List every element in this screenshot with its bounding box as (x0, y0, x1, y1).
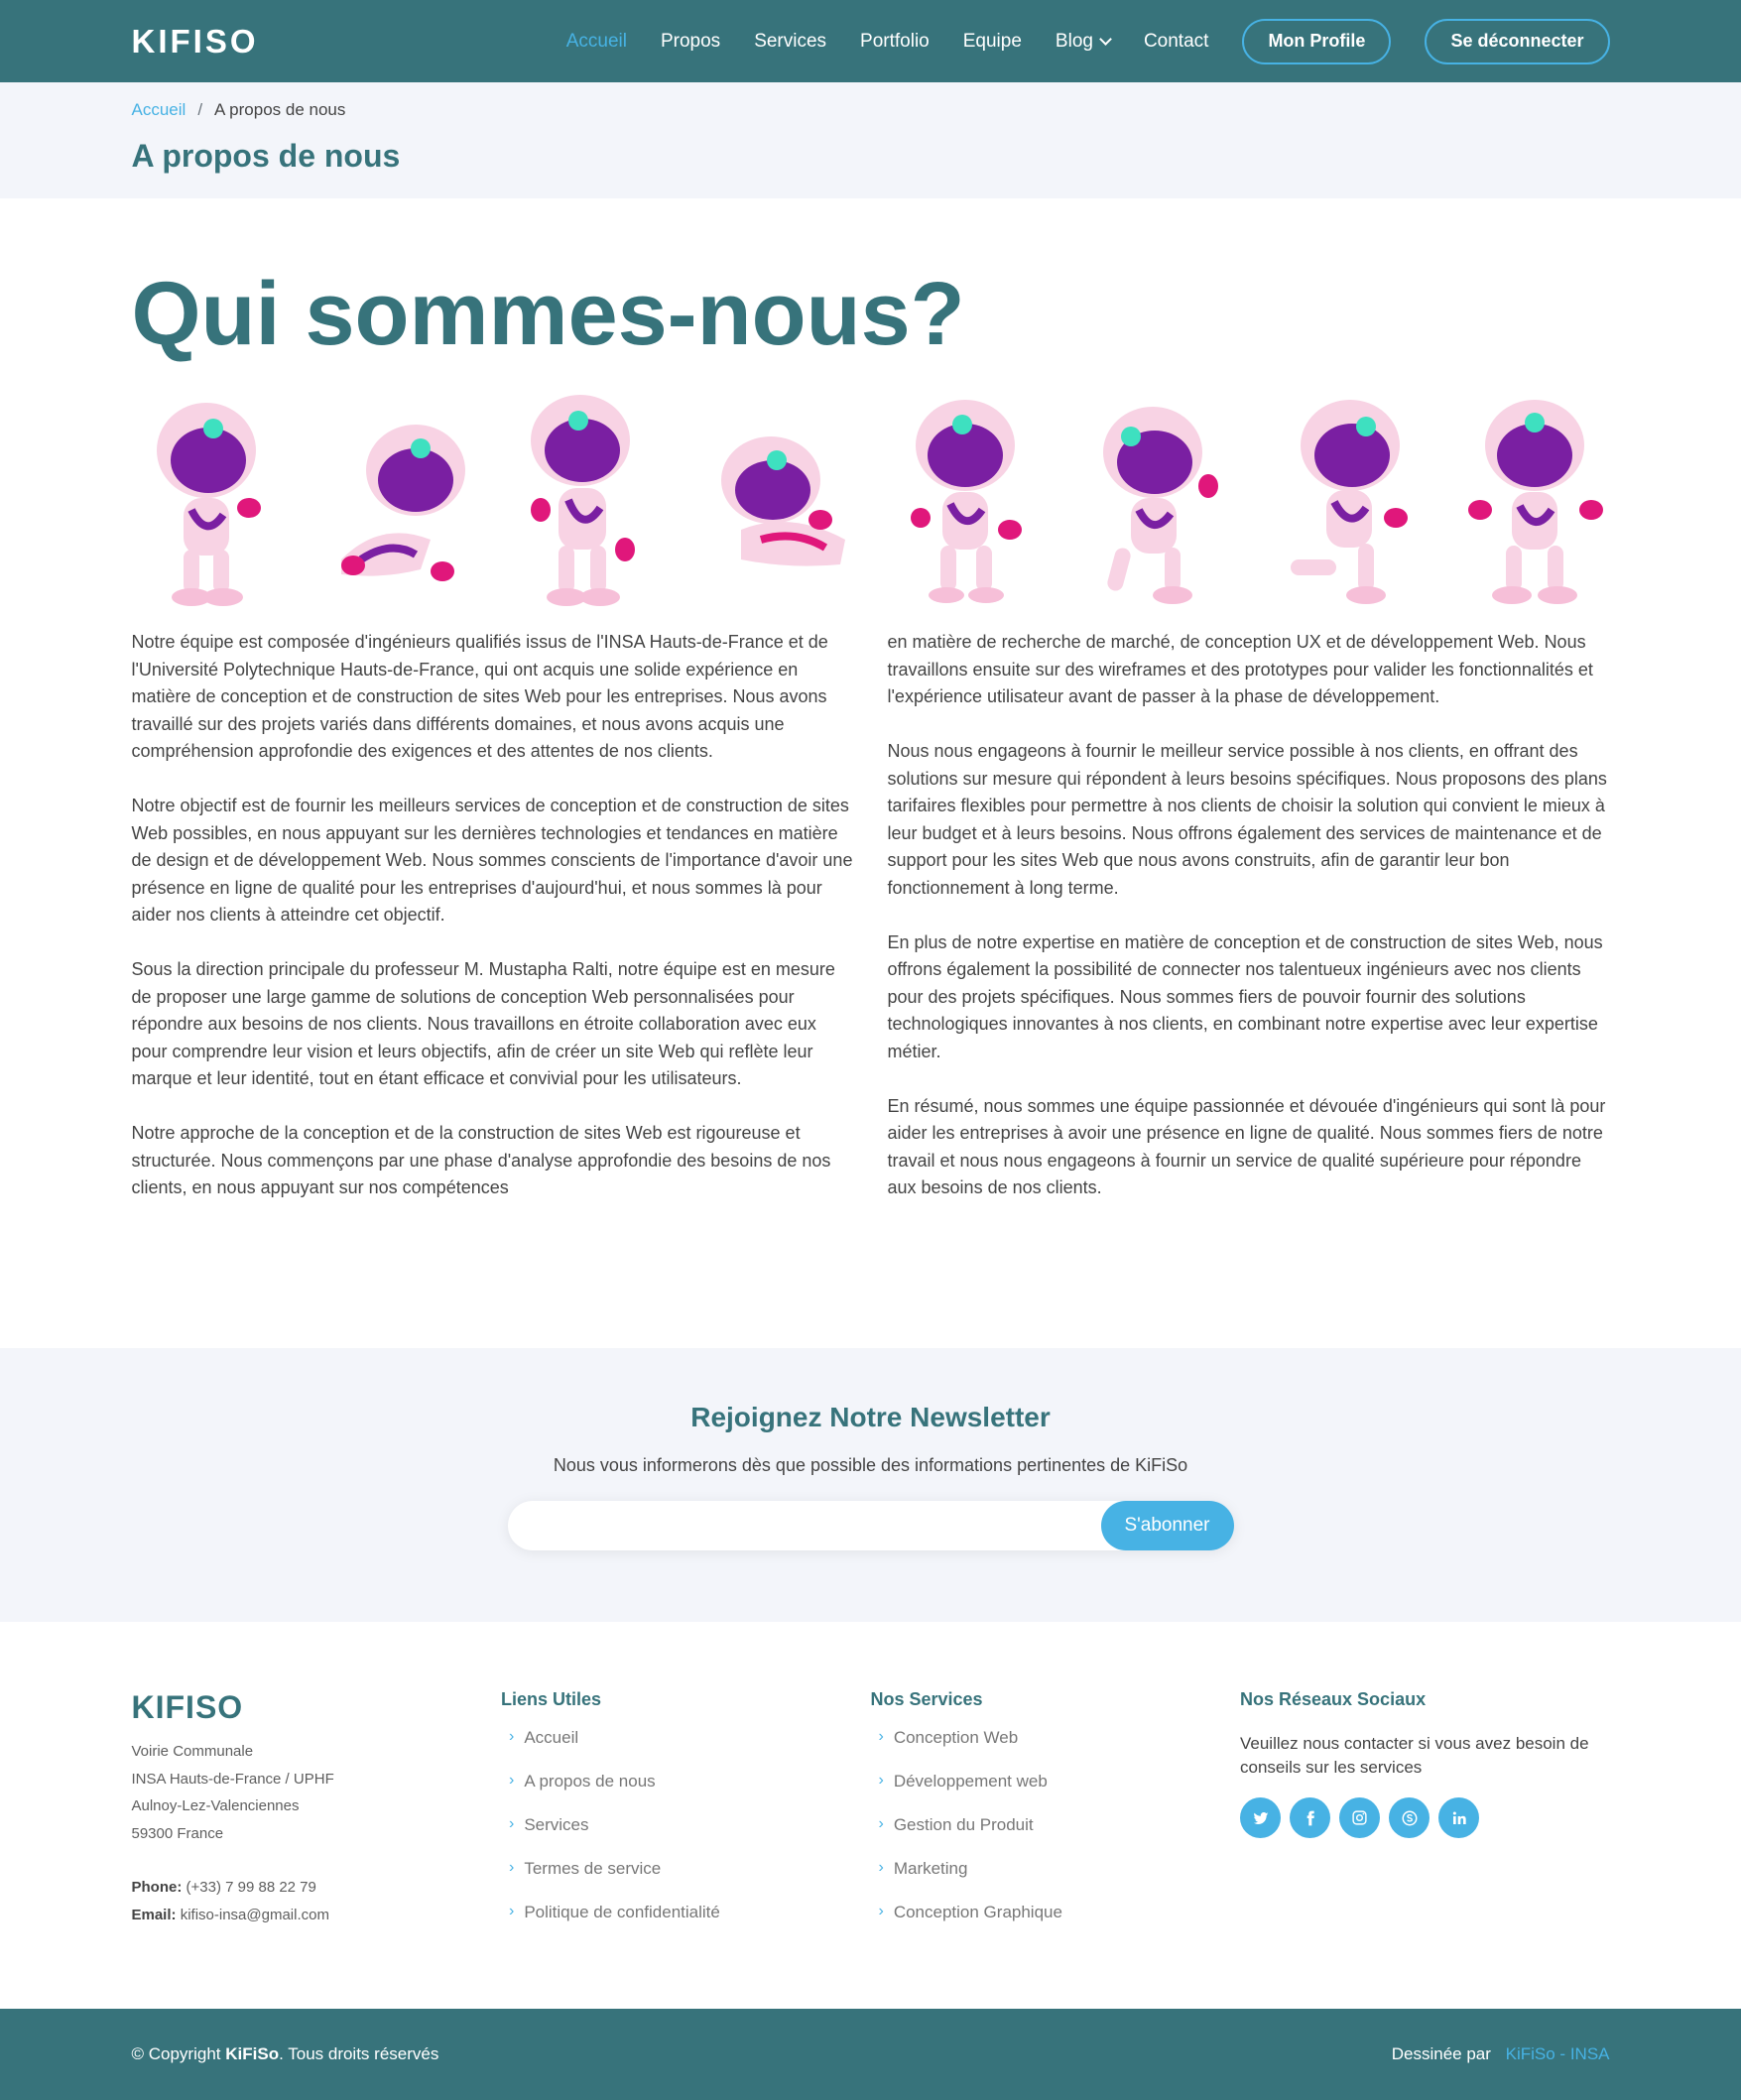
chevron-right-icon: › (878, 1728, 884, 1745)
nav-portfolio[interactable]: Portfolio (860, 30, 930, 52)
about-paragraph: Notre équipe est composée d'ingénieurs qualifiés issus de l'INSA Hauts-de-France et de l'Université Polytechnique Hauts-de-France, qui ont acquis une solide expérience en matière de conception et de construction de sites Web pour les entreprises. Nous avons travaillé sur des projets variés dans différents domaines, et nous avons acquis une compréhension approfondie des exigences et des attentes de nos clients. (131, 632, 828, 761)
chevron-down-icon (1099, 33, 1112, 46)
about-right-column (888, 629, 1610, 1229)
footer-link-label: Termes de service (524, 1859, 662, 1878)
copyright-brand: KiFiSo (225, 2044, 280, 2063)
robot-illustration (891, 391, 1040, 609)
subscribe-button[interactable]: S'abonner (1101, 1501, 1234, 1550)
nav-contact[interactable]: Contact (1143, 30, 1209, 52)
newsletter-subtitle: Nous vous informerons dès que possible des informations pertinentes de KiFiSo (553, 1455, 1188, 1475)
address-line: Aulnoy-Lez-Valenciennes (131, 1797, 300, 1814)
robot-illustration (132, 391, 281, 609)
copyright (132, 2044, 439, 2064)
about-paragraph: En plus de notre expertise en matière de conception et de construction de sites Web, nous offrons également la possibilité de connecter nos talentueux ingénieurs avec nos clients pour des projets spécifiques. Nous sommes fiers de pouvoir fournir des solutions technologiques innovantes à nos clients, en combinant notre expertise avec leur expertise métier. (887, 931, 1603, 1061)
footer-service-link[interactable] (871, 1815, 1241, 1859)
newsletter-title: Rejoignez Notre Newsletter (690, 1402, 1051, 1432)
nav-blog[interactable] (1056, 31, 1110, 53)
footer-service-label: Marketing (893, 1859, 968, 1878)
robot-illustrations (132, 381, 1610, 609)
copyright-suffix: . Tous droits réservés (279, 2044, 439, 2063)
footer-social-text: Veuillez nous contacter si vous avez besoin de conseils sur les services (1240, 1734, 1589, 1777)
chevron-right-icon: › (509, 1815, 515, 1832)
about-paragraph: En résumé, nous sommes une équipe passionnée et dévouée d'ingénieurs qui sont là pour aider les entreprises à avoir une présence en ligne de qualité. Nous sommes fiers de notre travail et nous nous engageons à fournir un service de qualité supérieure pour répondre aux besoins de nos clients. (887, 1095, 1606, 1197)
breadcrumb-separator: / (197, 100, 203, 119)
about-columns (132, 629, 1610, 1229)
footer-links-list (501, 1728, 871, 1946)
about-left-column (132, 629, 854, 1229)
footer-social-column (1240, 1689, 1610, 1946)
site-header (0, 0, 1741, 82)
breadcrumb-current: A propos de nous (214, 100, 346, 119)
skype-icon[interactable] (1389, 1797, 1430, 1838)
footer-link-label: Politique de confidentialité (524, 1903, 720, 1921)
nav-accueil[interactable]: Accueil (565, 30, 627, 52)
page-title: A propos de nous (131, 138, 401, 174)
nav-blog-label: Blog (1055, 30, 1093, 52)
footer-service-label: Développement web (893, 1772, 1048, 1791)
robot-illustration (701, 391, 850, 609)
robot-illustration (1081, 391, 1230, 609)
footer-address (132, 1738, 502, 1847)
chevron-right-icon: › (878, 1772, 884, 1789)
newsletter-section (0, 1348, 1741, 1622)
footer-link[interactable] (501, 1772, 871, 1815)
site-logo[interactable]: KIFISO (131, 22, 259, 60)
social-links (1240, 1797, 1610, 1838)
chevron-right-icon: › (878, 1903, 884, 1919)
robot-illustration (1271, 391, 1420, 609)
newsletter-email-input[interactable] (508, 1501, 1063, 1550)
nav-services[interactable]: Services (754, 30, 827, 52)
footer-email (132, 1902, 502, 1929)
footer-service-label: Conception Web (893, 1728, 1019, 1747)
footer-link[interactable] (501, 1815, 871, 1859)
logout-button[interactable]: Se déconnecter (1425, 19, 1609, 64)
footer-service-link[interactable] (871, 1728, 1241, 1772)
footer-top (0, 1622, 1741, 2009)
robot-illustration (511, 391, 660, 609)
email-value: kifiso-insa@gmail.com (180, 1907, 329, 1923)
address-line: 59300 France (131, 1824, 224, 1842)
address-line: INSA Hauts-de-France / UPHF (131, 1770, 334, 1788)
nav-propos[interactable]: Propos (660, 30, 721, 52)
about-paragraph: en matière de recherche de marché, de conception UX et de développement Web. Nous travaillons ensuite sur des wireframes et des prototypes pour valider les fonctionnalités et l'expérience utilisateur avant de passer à la phase de développement. (887, 632, 1593, 706)
footer-links-column (501, 1689, 871, 1946)
copyright-prefix: © Copyright (131, 2044, 221, 2063)
chevron-right-icon: › (878, 1815, 884, 1832)
footer-service-label: Gestion du Produit (893, 1815, 1034, 1834)
footer-service-link[interactable] (871, 1772, 1241, 1815)
address-line: Voirie Communale (131, 1743, 254, 1760)
footer-service-link[interactable] (871, 1859, 1241, 1903)
footer-service-link[interactable] (871, 1903, 1241, 1946)
footer-services-list (871, 1728, 1241, 1946)
footer-link[interactable] (501, 1859, 871, 1903)
nav-equipe[interactable]: Equipe (962, 30, 1022, 52)
footer-link[interactable] (501, 1728, 871, 1772)
credits-label: Dessinée par (1391, 2044, 1491, 2063)
footer-social-title: Nos Réseaux Sociaux (1240, 1689, 1427, 1709)
chevron-right-icon: › (509, 1903, 515, 1919)
linkedin-icon[interactable] (1438, 1797, 1479, 1838)
about-section (0, 198, 1741, 1229)
email-label: Email: (131, 1907, 177, 1923)
twitter-icon[interactable] (1240, 1797, 1281, 1838)
footer-contact-info (132, 1874, 502, 1929)
robot-illustration (321, 391, 470, 609)
footer-links-title: Liens Utiles (501, 1689, 602, 1709)
footer-services-title: Nos Services (870, 1689, 983, 1709)
footer-phone (132, 1874, 502, 1902)
chevron-right-icon: › (509, 1728, 515, 1745)
footer-link-label: A propos de nous (524, 1772, 656, 1791)
chevron-right-icon: › (878, 1859, 884, 1876)
about-paragraph: Notre objectif est de fournir les meilleurs services de conception et de construction de sites Web possibles, en nous appuyant sur les dernières technologies et tendances en matière de design et de développement Web. Nous sommes conscients de l'importance d'avoir une présence en ligne de qualité pour les entreprises d'aujourd'hui, et nous sommes là pour aider nos clients à atteindre cet objectif. (131, 796, 853, 925)
footer-service-label: Conception Graphique (893, 1903, 1062, 1921)
breadcrumb (132, 100, 1610, 120)
chevron-right-icon: › (509, 1859, 515, 1876)
profile-button[interactable]: Mon Profile (1242, 19, 1391, 64)
about-paragraph: Nous nous engageons à fournir le meilleur service possible à nos clients, en offrant des solutions sur mesure qui répondent à leurs besoins spécifiques. Nous proposons des plans tarifaires flexibles pour permettre à nos clients de choisir la solution qui convient le mieux à leur budget et à leurs besoins. Nous offrons également des services de maintenance et de support pour les sites Web que nous avons construits, afin de garantir leur bon fonctionnement à long terme. (887, 741, 1607, 898)
main-nav (533, 19, 1610, 64)
phone-label: Phone: (131, 1879, 183, 1896)
credits-link[interactable]: KiFiSo - INSA (1505, 2044, 1610, 2063)
footer-services-column (871, 1689, 1241, 1946)
credits (1392, 2044, 1610, 2064)
chevron-right-icon: › (509, 1772, 515, 1789)
breadcrumb-home-link[interactable]: Accueil (131, 100, 187, 119)
phone-value: (+33) 7 99 88 22 79 (186, 1879, 316, 1896)
about-title: Qui sommes-nous? (131, 265, 965, 364)
footer-bottom (0, 2009, 1741, 2100)
about-paragraph: Notre approche de la conception et de la construction de sites Web est rigoureuse et structurée. Nous commençons par une phase d'analyse approfondie des besoins de nos clients, en nous appuyant sur nos compétences (131, 1123, 831, 1197)
footer-contact-column (132, 1689, 502, 1946)
robot-illustration (1460, 391, 1609, 609)
footer-link-label: Services (524, 1815, 589, 1834)
footer-logo: KIFISO (131, 1689, 244, 1725)
footer-link[interactable] (501, 1903, 871, 1946)
footer-link-label: Accueil (524, 1728, 579, 1747)
facebook-icon[interactable] (1290, 1797, 1330, 1838)
about-paragraph: Sous la direction principale du professeur M. Mustapha Ralti, notre équipe est en mesure de proposer une large gamme de solutions de conception Web personnalisées pour répondre aux besoins de nos clients. Nous travaillons en étroite collaboration avec eux pour comprendre leur vision et leurs objectifs, afin de créer un site Web qui reflète leur marque et leur identité, tout en étant efficace et convivial pour les utilisateurs. (131, 959, 835, 1088)
instagram-icon[interactable] (1339, 1797, 1380, 1838)
breadcrumbs-section (0, 82, 1741, 198)
newsletter-form (508, 1501, 1234, 1550)
